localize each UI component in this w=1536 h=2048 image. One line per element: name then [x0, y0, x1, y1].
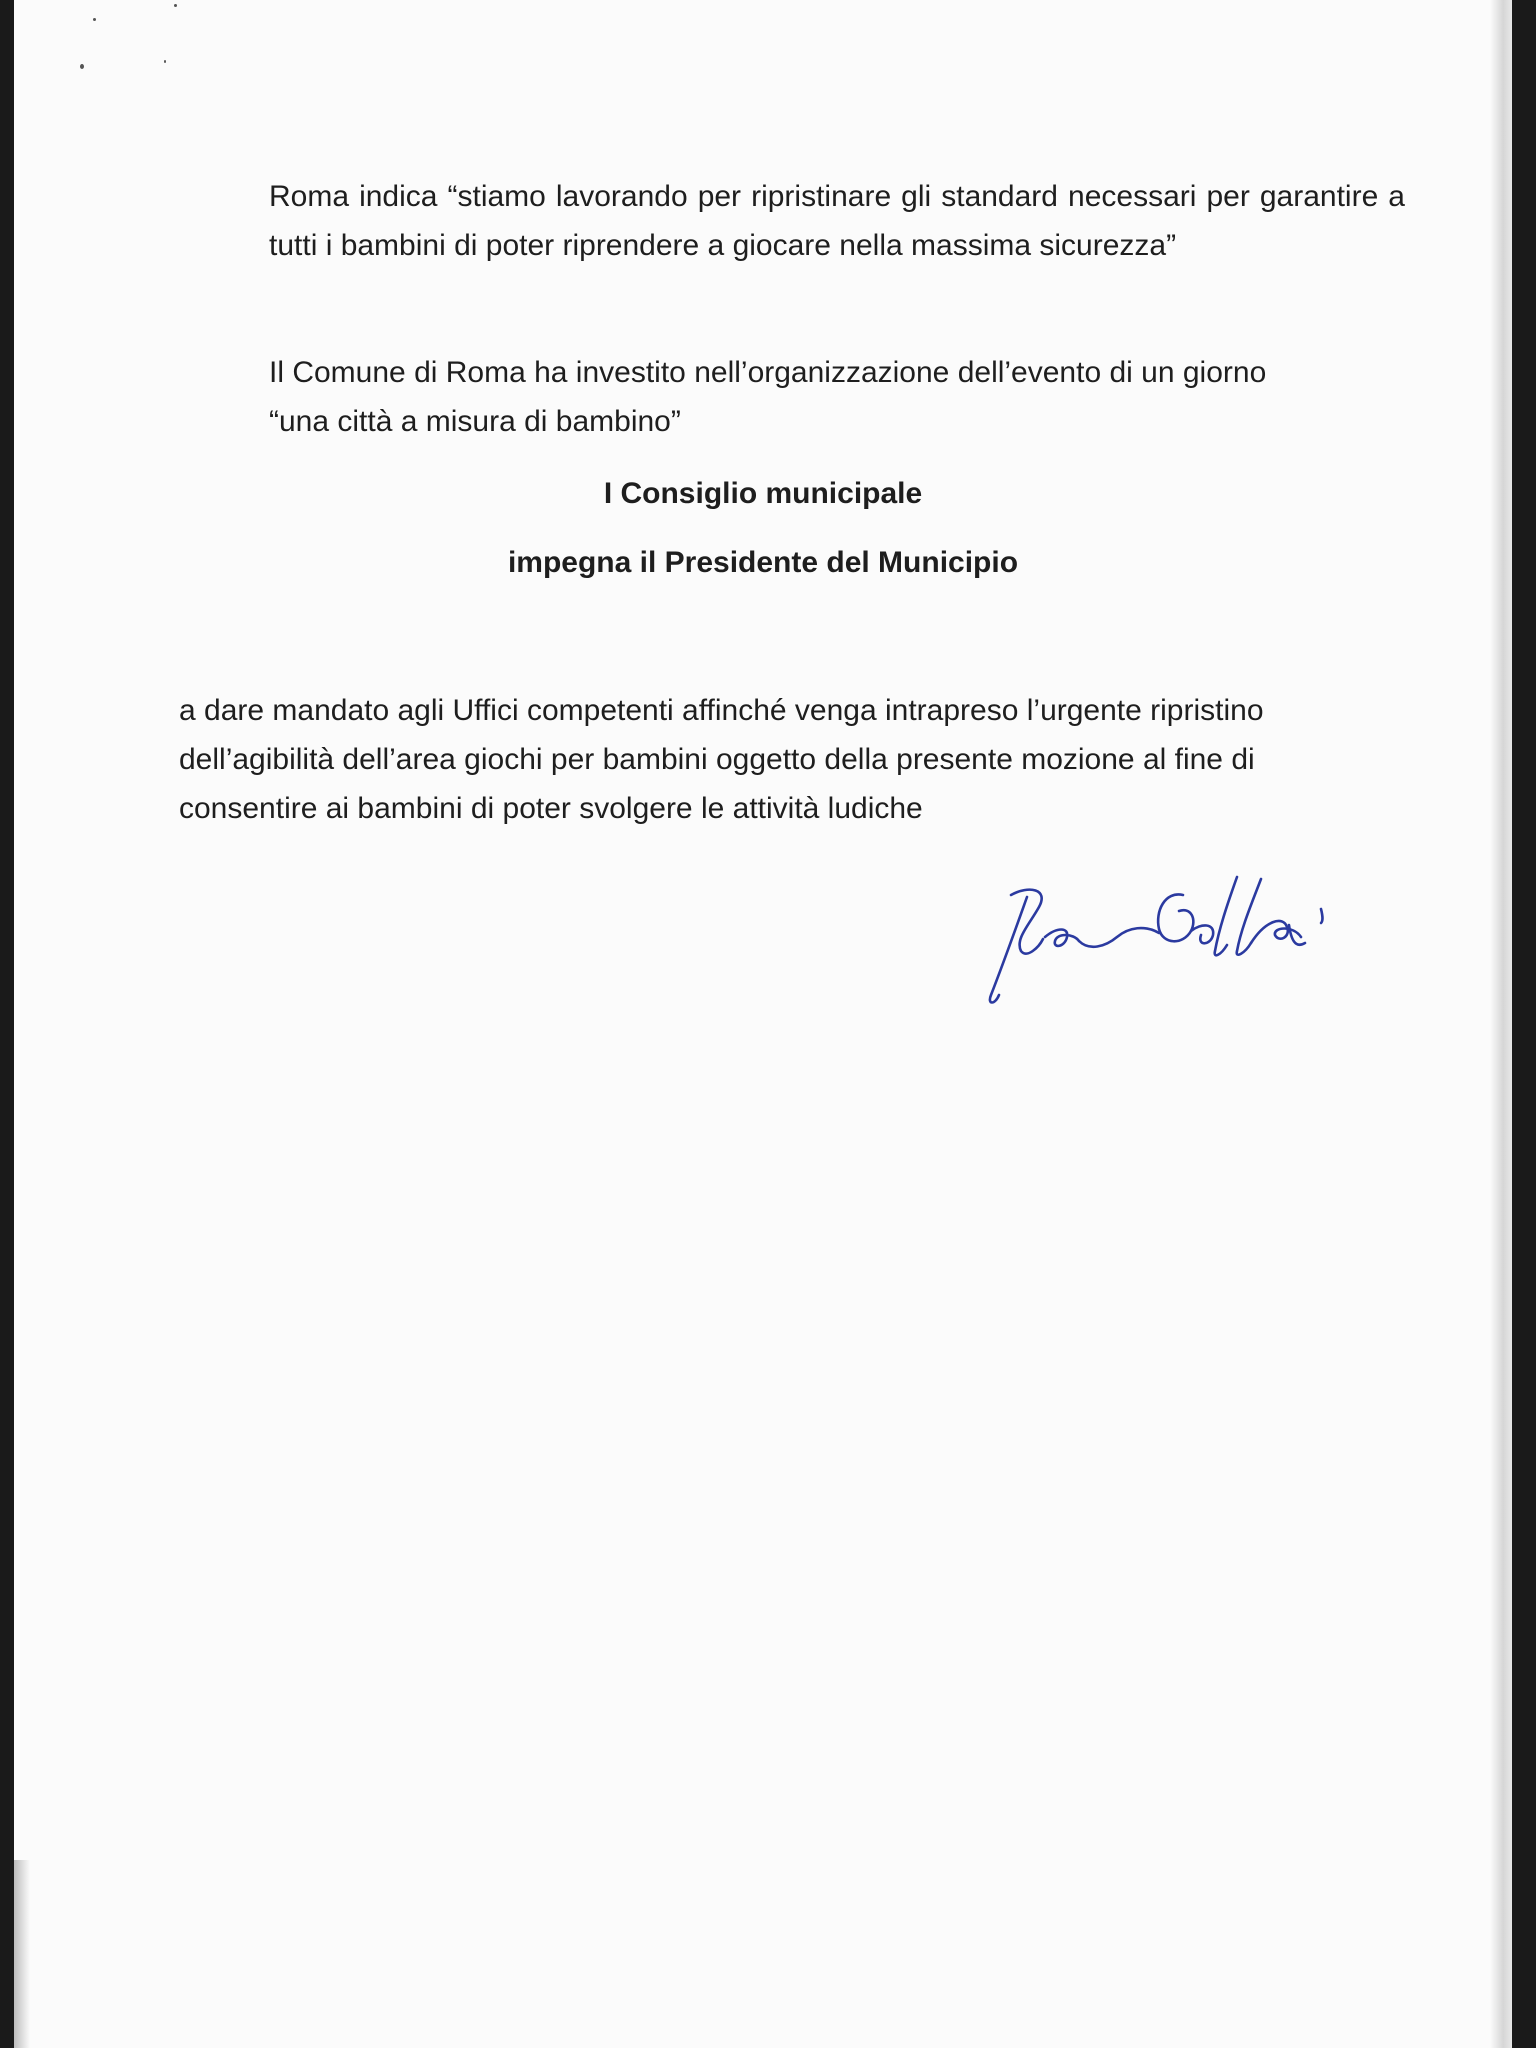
signature-stroke [1289, 925, 1305, 945]
document-page [14, 0, 1512, 2048]
heading-impegna-presidente: impegna il Presidente del Municipio [507, 546, 1019, 579]
scan-speck [80, 64, 84, 69]
signature-stroke [1215, 877, 1237, 955]
paragraph-comune-line-2: “una città a misura di bambino” [269, 405, 681, 438]
scan-speck [93, 18, 96, 21]
scan-page-edge [1490, 0, 1512, 2048]
scan-speck [164, 60, 166, 63]
signature-stroke [1045, 930, 1079, 946]
scan-shadow [14, 1860, 30, 2048]
paragraph-roma-indica: Roma indica “stiamo lavorando per ripristinare gli standard necessari per garantire a tutti i bambini di poter riprendere a giocare nella massima sicurezza” [269, 180, 1405, 262]
signature-stroke [1158, 894, 1193, 941]
signature-stroke [1237, 879, 1261, 955]
heading-consiglio-municipale: I Consiglio municipale [603, 477, 923, 510]
paragraph-mandato-line-1: a dare mandato agli Uffici competenti affinché venga intrapreso l’urgente ripristino [179, 694, 1264, 727]
signature-stroke [1191, 925, 1213, 943]
signature-stroke [1321, 909, 1323, 923]
paragraph-comune-line-1: Il Comune di Roma ha investito nell’organizzazione dell’evento di un giorno [269, 356, 1267, 389]
scan-speck [174, 4, 177, 7]
paragraph-mandato-line-3: consentire ai bambini di poter svolgere le attività ludiche [179, 792, 923, 825]
handwritten-signature [969, 855, 1369, 1015]
signature-stroke [1079, 928, 1159, 947]
paragraph-mandato-line-2: dell’agibilità dell’area giochi per bambini oggetto della presente mozione al fine di [179, 743, 1255, 776]
